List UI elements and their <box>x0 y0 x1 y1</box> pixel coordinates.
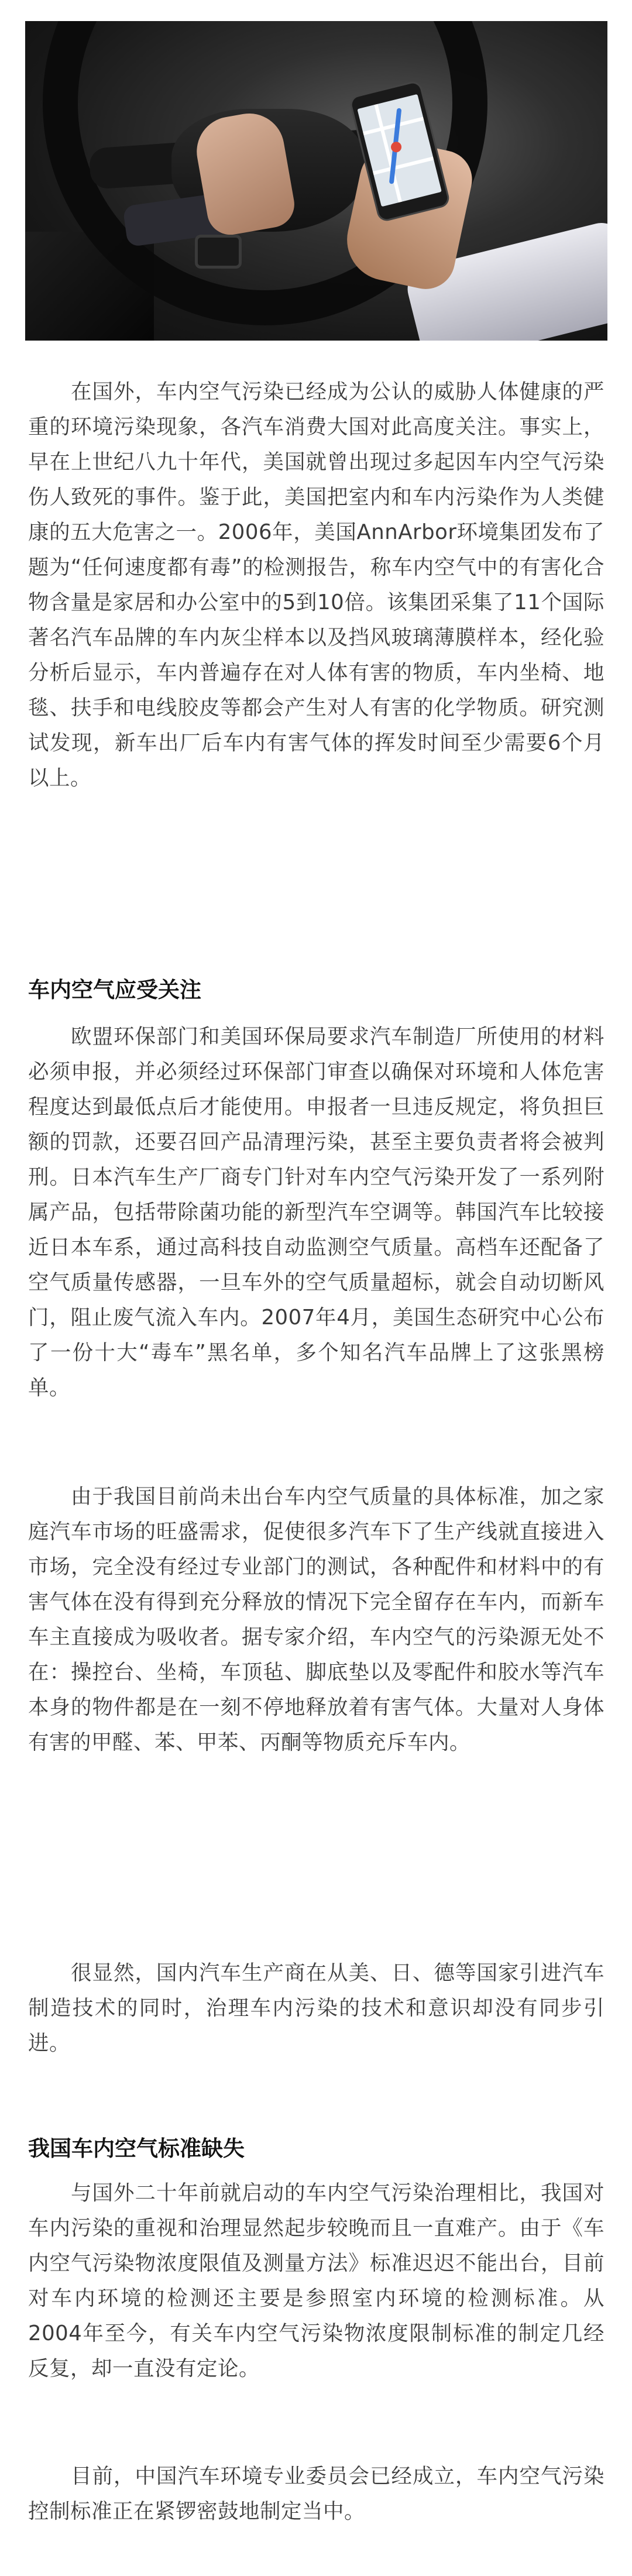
wristwatch-icon <box>195 235 242 269</box>
paragraph-international-measures: 欧盟环保部门和美国环保局要求汽车制造厂所使用的材料必须申报，并必须经过环保部门审查以确保对环境和人体危害程度达到最低点后才能使用。申报者一旦违反规定，将负担巨额的罚款，还要召回产品清理污染，甚至主要负责者将会被判刑。日本汽车生产厂商专门针对车内空气污染开发了一系列附属产品，包括带除菌功能的新型汽车空调等。韩国汽车比较接近日本车系，通过高科技自动监测空气质量。高档车还配备了空气质量传感器，一旦车外的空气质量超标，就会自动切断风门，阻止废气流入车内。2007年4月，美国生态研究中心公布了一份十大“毒车”黑名单，多个知名汽车品牌上了这张黑榜单。 <box>28 1025 604 1400</box>
paragraph-technology-gap: 很显然，国内汽车生产商在从美、日、德等国家引进汽车制造技术的同时，治理车内污染的技术和意识却没有同步引进。 <box>28 1961 604 2055</box>
article-photo <box>25 21 607 341</box>
section-heading-attention: 车内空气应受关注 <box>28 977 201 1002</box>
paragraph-standard-delay: 与国外二十年前就启动的车内空气污染治理相比，我国对车内污染的重视和治理显然起步较晚而且一直难产。由于《车内空气污染物浓度限值及测量方法》标准迟迟不能出台，目前对车内环境的检测还主要是参照室内环境的检测标准。从2004年至今，有关车内空气污染物浓度限制标准的制定几经反复，却一直没有定论。 <box>28 2181 604 2381</box>
map-pin-icon <box>390 140 403 153</box>
paragraph-domestic-situation: 由于我国目前尚未出台车内空气质量的具体标准，加之家庭汽车市场的旺盛需求，促使很多汽车下了生产线就直接进入市场，完全没有经过专业部门的测试，各种配件和材料中的有害气体在没有得到充分释放的情况下完全留存在车内，而新车车主直接成为吸收者。据专家介绍，车内空气的污染源无处不在：操控台、坐椅，车顶毡、脚底垫以及零配件和胶水等汽车本身的物件都是在一刻不停地释放着有害气体。大量对人身体有害的甲醛、苯、甲苯、丙酮等物质充斥车内。 <box>28 1485 604 1754</box>
paragraph-intro: 在国外，车内空气污染已经成为公认的威胁人体健康的严重的环境污染现象，各汽车消费大国对此高度关注。事实上，早在上世纪八九十年代，美国就曾出现过多起因车内空气污染伤人致死的事件。鉴于此，美国把室内和车内污染作为人类健康的五大危害之一。2006年，美国AnnArbor环境集团发布了题为“任何速度都有毒”的检测报告，称车内空气中的有害化合物含量是家居和办公室中的5到10倍。该集团采集了11个国际著名汽车品牌的车内灰尘样本以及挡风玻璃薄膜样本，经化验分析后显示，车内普遍存在对人体有害的物质，车内坐椅、地毯、扶手和电线胶皮等都会产生对人有害的化学物质。研究测试发现，新车出厂后车内有害气体的挥发时间至少需要6个月以上。 <box>28 380 604 790</box>
map-road <box>373 157 434 175</box>
map-road <box>363 117 424 135</box>
section-heading-standard-missing: 我国车内空气标准缺失 <box>28 2136 245 2161</box>
paragraph-current-status: 目前，中国汽车环境专业委员会已经成立，车内空气污染控制标准正在紧锣密鼓地制定当中。 <box>28 2464 604 2523</box>
